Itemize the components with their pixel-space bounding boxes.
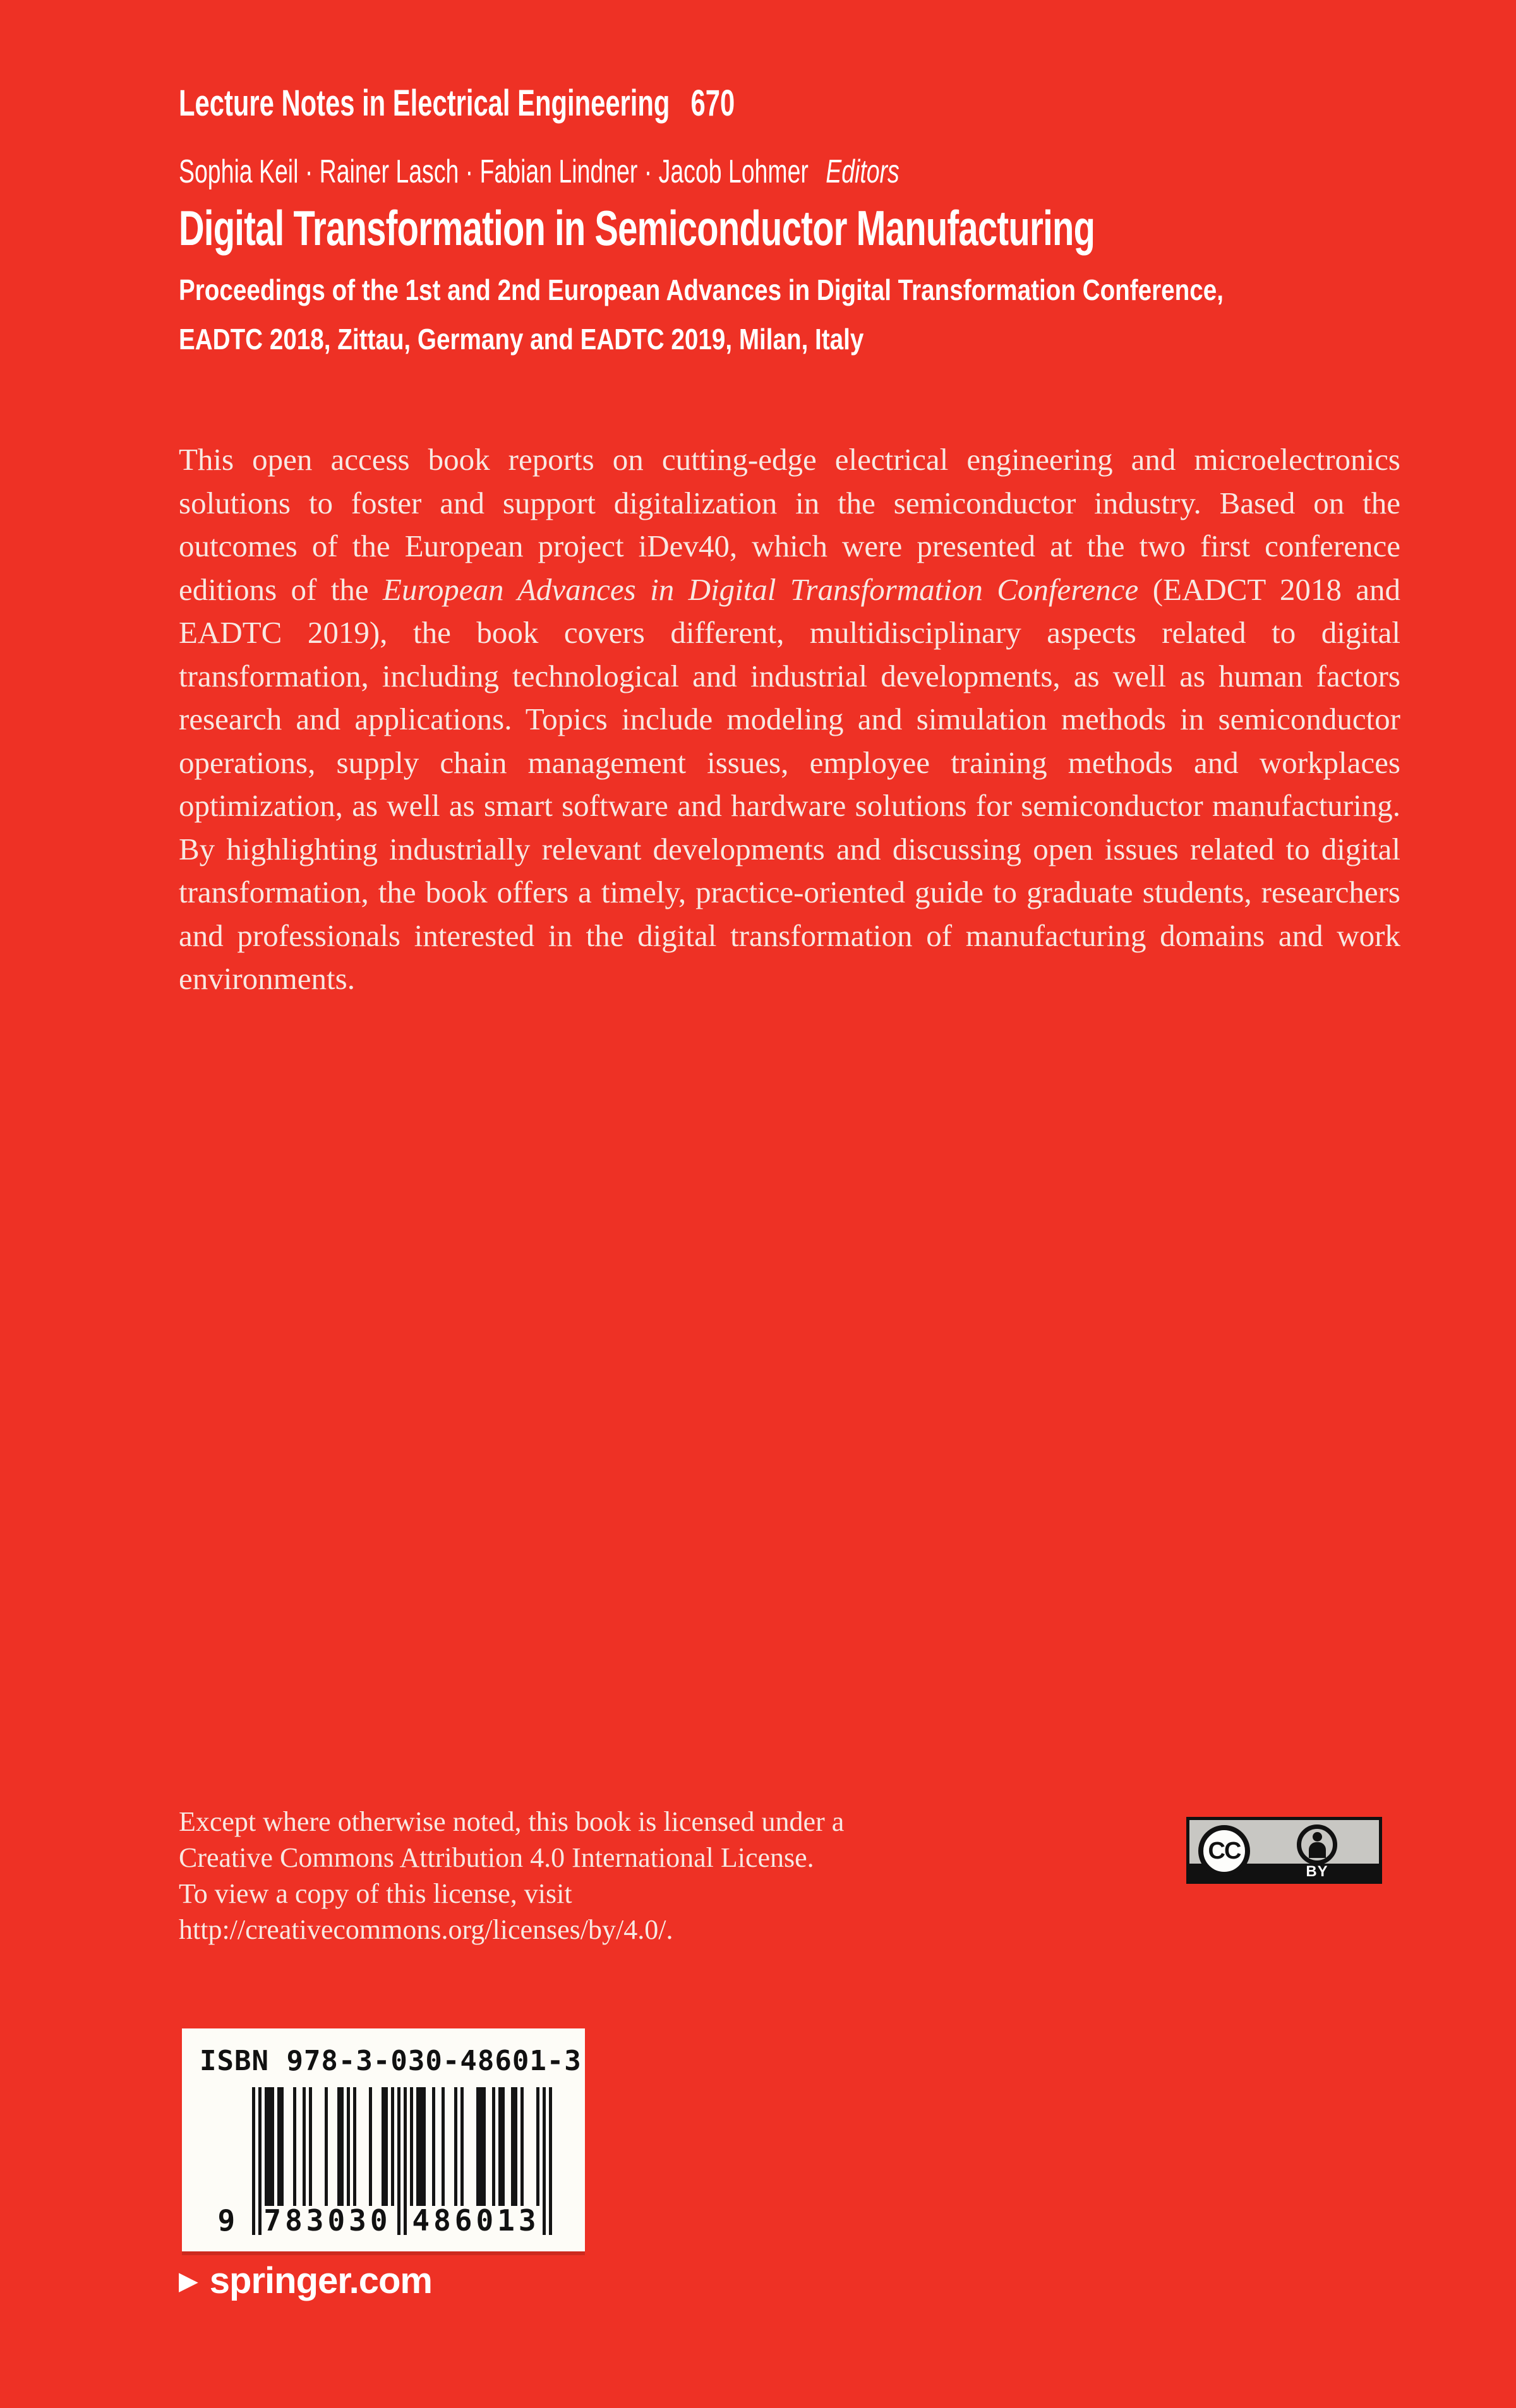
- cc-by-label: BY: [1306, 1863, 1328, 1880]
- person-head: [1313, 1832, 1322, 1842]
- description-part1: This open access book reports on cutting-edge electrical engineering and microelectronics solutions to foster and support digitalization in the semiconductor industry. Based on the outcomes of the European project iDev40, which were presented at the two first conference editions of the: [179, 442, 1400, 607]
- springer-footer: [179, 2260, 432, 2302]
- license-line-1: Except where otherwise noted, this book is licensed under a: [179, 1806, 845, 1837]
- subtitle-line-2: EADTC 2018, Zittau, Germany and EADTC 2019, Milan, Italy: [179, 323, 864, 356]
- arrow-icon: ▶: [179, 2267, 198, 2295]
- license-line-2: Creative Commons Attribution 4.0 International License.: [179, 1842, 814, 1873]
- series-number: 670: [690, 83, 735, 124]
- person-body: [1309, 1842, 1326, 1858]
- springer-site-label: springer.com: [209, 2260, 432, 2301]
- barcode-digit-first: 9: [217, 2203, 236, 2237]
- barcode-digits-left: 783030: [263, 2203, 392, 2237]
- isbn-box: [182, 2028, 585, 2251]
- license-notice: [179, 1804, 844, 1948]
- series-line: [179, 82, 735, 124]
- barcode-digits-right: 486013: [412, 2203, 540, 2237]
- book-description: [179, 438, 1400, 1001]
- license-url: http://creativecommons.org/licenses/by/4.0/.: [179, 1914, 673, 1945]
- subtitle-line-1: Proceedings of the 1st and 2nd European Advances in Digital Transformation Conference,: [179, 273, 1224, 306]
- description-part2: (EADCT 2018 and EADTC 2019), the book covers different, multidisciplinary aspects related to digital transformation, including technological and industrial developments, as well as human factors research and applications. Topics include modeling and simulation methods in semiconductor operations, supply chain management issues, employee training methods and workplaces optimization, as well as smart software and hardware solutions for semiconductor manufacturing. By highlighting industrially relevant developments and discussing open issues related to digital transformation, the book offers a timely, practice-oriented guide to graduate students, researchers and professionals interested in the digital transformation of manufacturing domains and work environments.: [179, 572, 1401, 996]
- cc-by-badge: [1186, 1817, 1382, 1884]
- book-subtitle: [179, 265, 1224, 364]
- editors-suffix: Editors: [826, 153, 899, 190]
- attribution-person-icon: [1297, 1824, 1337, 1865]
- editor-names: Sophia Keil · Rainer Lasch · Fabian Lindner · Jacob Lohmer: [179, 153, 809, 190]
- description-italic-conference-name: European Advances in Digital Transformation Conference: [383, 572, 1139, 607]
- editors-line: [179, 153, 899, 191]
- book-title: Digital Transformation in Semiconductor Manufacturing: [179, 200, 1095, 256]
- ean13-barcode: [215, 2087, 552, 2240]
- license-line-3: To view a copy of this license, visit: [179, 1878, 572, 1909]
- series-title: Lecture Notes in Electrical Engineering: [179, 83, 670, 124]
- isbn-number: ISBN 978-3-030-48601-3: [200, 2045, 582, 2077]
- cc-logo-icon: CC: [1198, 1825, 1250, 1877]
